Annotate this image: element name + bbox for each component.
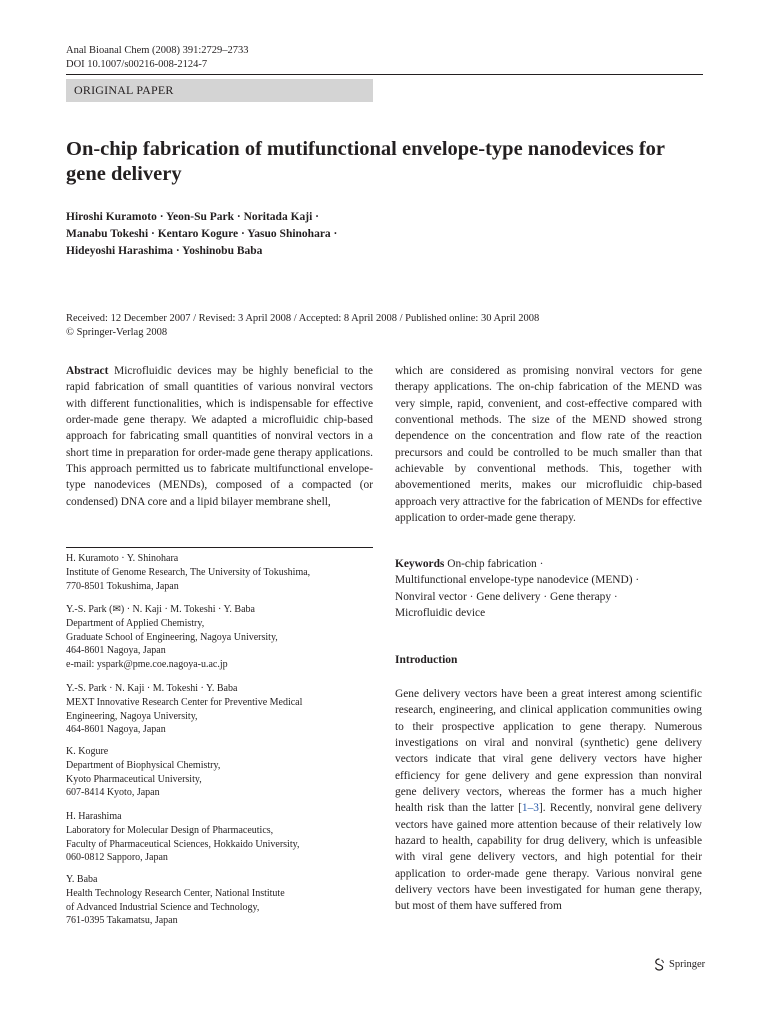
corresponding-author: Y.-S. Park (✉) · N. Kaji · M. Tokeshi · Y. Baba — [66, 604, 255, 615]
publisher-footer — [653, 958, 705, 971]
citation-link[interactable]: 1–3 — [521, 802, 539, 815]
affiliation-block — [66, 552, 366, 593]
affiliation-line: 770-8501 Tokushima, Japan — [66, 580, 179, 592]
affiliation-line — [66, 603, 366, 617]
affiliation-line: K. Kogure — [66, 746, 109, 757]
affiliation-block — [66, 682, 366, 737]
affiliation-block — [66, 810, 366, 865]
doi: DOI 10.1007/s00216-008-2124-7 — [66, 59, 208, 70]
affiliation-line: Faculty of Pharmaceutical Sciences, Hokkaido University, — [66, 838, 300, 850]
paper-title: On-chip fabrication of mutifunctional envelope-type nanodevices for gene delivery — [66, 138, 665, 185]
intro-text: Gene delivery vectors have been a great interest among scientific research, engineering, and clinical application communities owing to their prospective application to gene therapy. Numerous investigations on viral and nonviral (synthetic) gene delivery vectors indicate that viral gene delivery vectors have higher efficiency for gene delivery and gene expression than nonviral gene delivery vectors, whereas the former has a much higher health risk than the latter [ — [395, 688, 702, 815]
affiliation-line: H. Kuramoto · Y. Shinohara — [66, 553, 179, 564]
springer-logo-icon — [653, 958, 666, 971]
affiliation-line: 464-8601 Nagoya, Japan — [66, 645, 166, 657]
keywords-label: Keywords — [395, 558, 445, 570]
author-line: Manabu Tokeshi · Kentaro Kogure · Yasuo Shinohara · — [66, 228, 338, 240]
intro-text: ]. Recently, nonviral gene delivery vectors have gained more attention because of their relatively low hazard to health, capability for drug delivery, which is unfeasible with viral gene delivery vectors, and high potential for their application to order-made gene therapy. Various nonviral gene delivery vectors have been investigated for human gene therapy, but most of them have suffered from — [395, 802, 703, 913]
journal-citation: Anal Bioanal Chem (2008) 391:2729–2733 — [66, 45, 249, 56]
email-address[interactable]: e-mail: yspark@pme.coe.nagoya-u.ac.jp — [66, 659, 228, 671]
abstract-part-1 — [66, 363, 373, 510]
keyword-line — [395, 556, 702, 572]
abstract-text: Microfluidic devices may be highly beneficial to the rapid fabrication of small quantities of various nonviral vectors with different functionalities, which is indispensable for effective order-made gene therapy. We adapted a microfluidic chip-based approach for fabricating small quantities of nonviral vectors in a short time in preparation for order-made gene therapy applications. This approach permitted us to fabricate multifunctional envelope-type nanodevices (MENDs), composed of a compacted (or condensed) DNA core and a lipid bilayer membrane shell, — [66, 365, 373, 508]
article-type-badge: ORIGINAL PAPER — [66, 79, 373, 102]
affiliation-line: Graduate School of Engineering, Nagoya University, — [66, 631, 278, 643]
affiliation-line: Institute of Genome Research, The University of Tokushima, — [66, 566, 311, 578]
affiliation-line: Y.-S. Park · N. Kaji · M. Tokeshi · Y. Baba — [66, 683, 238, 694]
publisher-name: Springer — [669, 959, 706, 970]
keyword-line: Microfluidic device — [395, 607, 486, 620]
affiliation-line: Laboratory for Molecular Design of Pharmaceutics, — [66, 824, 274, 836]
introduction-body — [395, 686, 702, 915]
affiliation-block — [66, 745, 366, 800]
affiliation-line: MEXT Innovative Research Center for Preventive Medical — [66, 696, 303, 708]
affiliation-line: 464-8601 Nagoya, Japan — [66, 724, 166, 736]
affiliation-line: 060-0812 Sapporo, Japan — [66, 852, 168, 864]
affiliation-line: of Advanced Industrial Science and Technology, — [66, 901, 260, 913]
affiliation-block — [66, 603, 366, 672]
keyword-line: Multifunctional envelope-type nanodevice (MEND) · — [395, 574, 640, 587]
dates-line: Received: 12 December 2007 / Revised: 3 April 2008 / Accepted: 8 April 2008 / Published online: 30 April 2008 — [66, 313, 540, 324]
affiliation-line: Engineering, Nagoya University, — [66, 710, 198, 722]
affiliation-separator — [66, 547, 373, 548]
author-line: Hideyoshi Harashima · Yoshinobu Baba — [66, 245, 263, 257]
header-rule — [66, 74, 703, 75]
journal-header — [66, 44, 249, 72]
affiliation-line: H. Harashima — [66, 811, 122, 822]
keyword-line: Nonviral vector · Gene delivery · Gene therapy · — [395, 590, 618, 603]
affiliation-block — [66, 873, 366, 928]
copyright-line: © Springer-Verlag 2008 — [66, 327, 168, 338]
affiliation-line: Kyoto Pharmaceutical University, — [66, 773, 202, 785]
keywords — [395, 556, 702, 621]
section-heading-introduction: Introduction — [395, 654, 458, 666]
abstract-part-2: which are considered as promising nonviral vectors for gene therapy applications. The on-chip fabrication of the MEND was very simple, rapid, convenient, and cost-effective compared with conventional methods. The size of the MEND showed strong dependence on the concentration and flow rate of the reaction precursors and could be controlled to be much smaller than that achievable by conventional methods. This, together with abovementioned merits, makes our microfluidic chip-based approach very attractive for the fabrication of MENDs for effective application to order-made gene therapy. — [395, 365, 702, 525]
abstract-label: Abstract — [66, 365, 109, 377]
author-line: Hiroshi Kuramoto · Yeon-Su Park · Noritada Kaji · — [66, 211, 320, 223]
affiliation-line: Y. Baba — [66, 874, 98, 885]
affiliation-line: Department of Applied Chemistry, — [66, 617, 205, 629]
affiliation-line: 607-8414 Kyoto, Japan — [66, 787, 160, 799]
publication-history — [66, 312, 706, 340]
affiliation-line: Health Technology Research Center, National Institute — [66, 887, 285, 899]
author-list — [66, 209, 686, 260]
affiliation-line: 761-0395 Takamatsu, Japan — [66, 915, 178, 927]
affiliation-line: Department of Biophysical Chemistry, — [66, 759, 221, 771]
keyword-text: On-chip fabrication · — [447, 558, 544, 570]
